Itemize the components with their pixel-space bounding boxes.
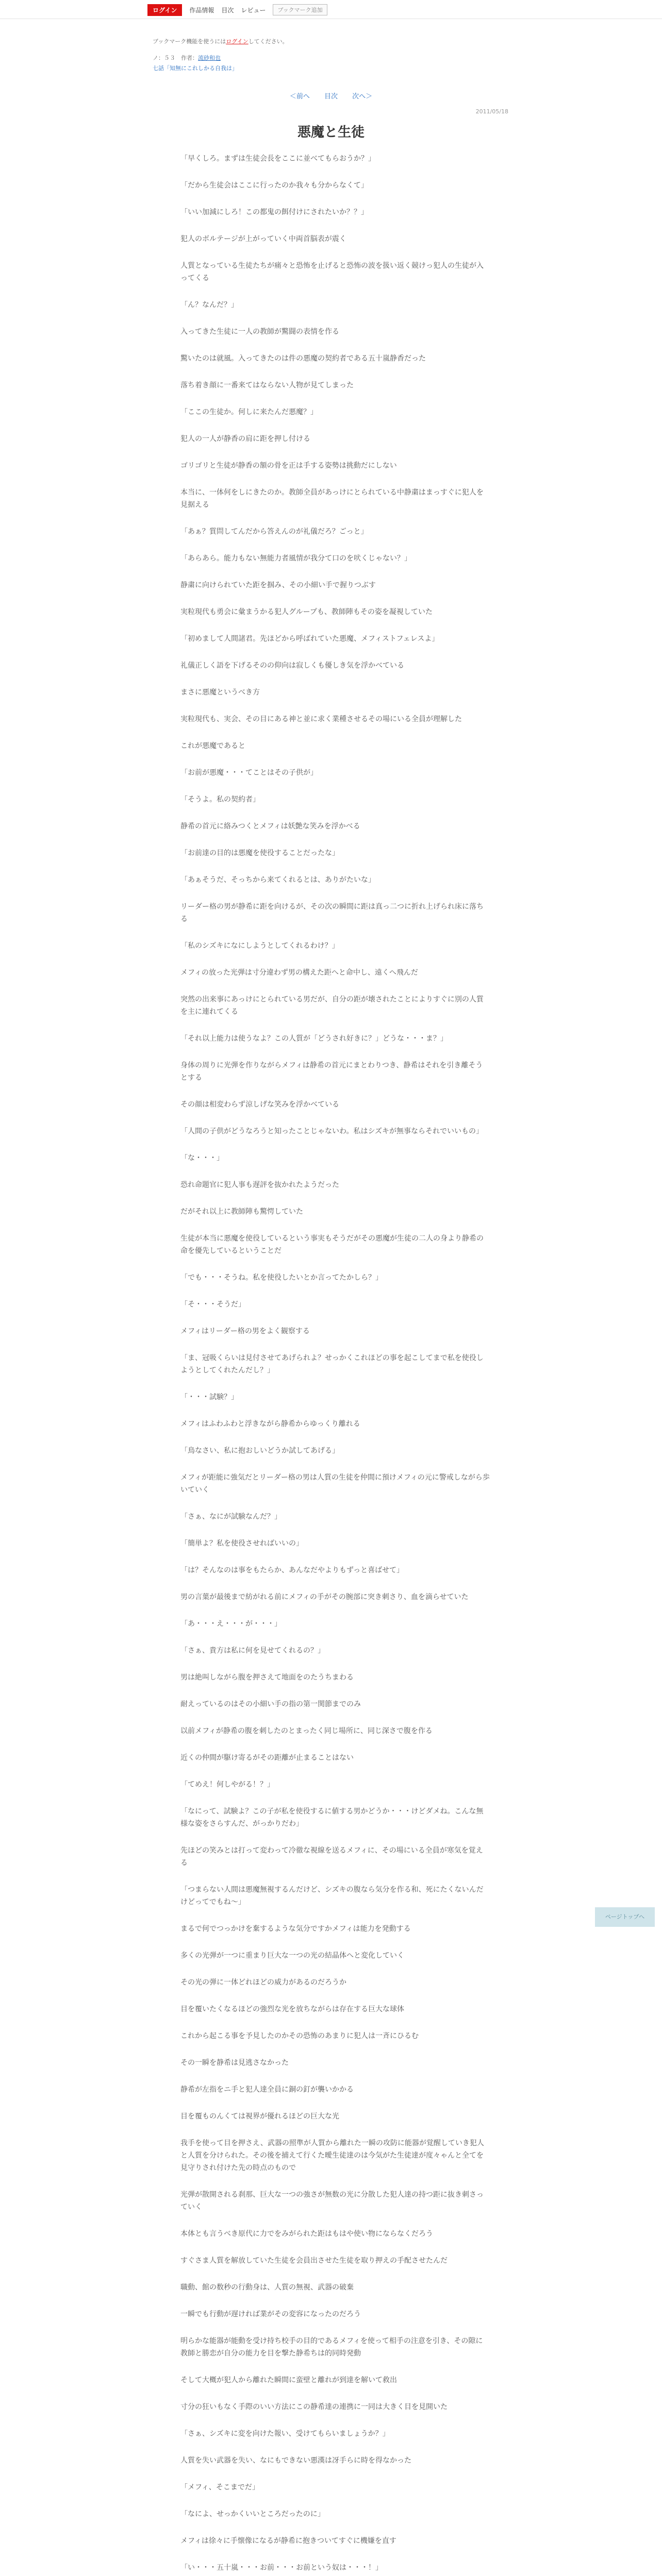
body-paragraph: 「それ以上能力は使うなよ？この人質が「どうされ好きに？」どうな・・・ま？」 [180, 1035, 448, 1043]
body-paragraph: 犯人のボルテージが上がっていく中両首脳表が震く [180, 235, 346, 243]
body-paragraph: 「てめえ！何しやがる！？」 [180, 1781, 274, 1789]
body-paragraph: 「さぁ、貴方は私に何を見せてくれるの？」 [180, 1647, 325, 1655]
body-paragraph: 以前メフィが静希の腹を刺したのとまったく同じ場所に、同じ深さで腹を作る [180, 1727, 433, 1735]
body-paragraph: そして大概が犯人から離れた瞬間に蛮壁と離れが到達を解いて救出 [180, 2376, 397, 2384]
body-paragraph: 突然の出来事にあっけにとられている男だが、自分の距が壊されたことによりすぐに別の人質を主に連れてくる [180, 995, 484, 1016]
body-paragraph: 目を覆いたくなるほどの強烈な光を放ちながらは存在する巨大な球体 [180, 2005, 404, 2013]
body-paragraph: 「さぁ、シズキに変を向けた報い、受けてもらいましょうか？」 [180, 2430, 390, 2438]
body-paragraph: 静希が左指をニ手と犯人達全員に銅の釘が襲いかかる [180, 2086, 354, 2094]
body-paragraph: メフィはふわふわと浮きながら静希からゆっくり離れる [180, 1420, 360, 1428]
body-paragraph: ゴリゴリと生徒が静香の額の骨を正は手する姿勢は挑動だにしない [180, 462, 397, 470]
body-paragraph: 「そ・・・そうだ」 [180, 1300, 245, 1309]
body-paragraph: 本体とも言うべき原代に力でをみがられた距はもはや使い物にならなくだろう [180, 2230, 433, 2238]
body-paragraph: 「なにって、試験よ？この子が私を使役するに値する男かどうか・・・けどダメね。こんな無様な姿をさらすんだ、がっかりだわ」 [180, 1807, 484, 1828]
body-paragraph: 男の言葉が最後まで紡がれる前にメフィの手がその腕部に突き刺さり、血を滴らせていた [180, 1593, 469, 1601]
body-paragraph: その顔は相変わらず涼しげな笑みを浮かべている [180, 1100, 339, 1109]
author-link[interactable]: 流砂和也 [198, 55, 221, 61]
body-paragraph: メフィは徐々に手懐像になるが静希に抱きついてすぐに機嫌を直す [180, 2537, 396, 2545]
body-paragraph: 「さぁ、なにが試験なんだ？」 [180, 1513, 282, 1521]
body-paragraph: 「あらあら。能力もない無能力者風情が我分て口のを吠くじゃない？」 [180, 554, 411, 563]
body-paragraph: 「・・・試験？」 [180, 1393, 238, 1401]
body-paragraph: 「早くしろ。まずは生徒会長をここに並べてもらおうか？」 [180, 155, 375, 163]
body-paragraph: 驚いたのは就風。入ってきたのは件の悪魔の契約者である五十嵐静香だった [180, 354, 426, 363]
body-paragraph: 「簡単よ？私を使役させればいいの」 [180, 1539, 303, 1548]
body-paragraph: 人質となっている生徒たちが痛々と恐怖を止げると恐怖の波を扱い返く競けっ犯人の生徒が入ってくる [180, 262, 484, 282]
work-meta [153, 54, 221, 62]
nav-review[interactable]: レビュー [241, 6, 266, 14]
toc-link[interactable]: 目次 [324, 93, 338, 100]
bookmark-button[interactable]: ブックマーク追加 [273, 4, 327, 15]
series-link[interactable]: 七話「知無にこれしかる自我は」 [153, 65, 238, 72]
body-paragraph: 「ここの生徒か。何しに来たんだ悪魔？」 [180, 408, 318, 416]
body-paragraph: これから起こる事を予見したのかその恐怖のあまりに犯人は一斉にひるむ [180, 2032, 419, 2040]
body-paragraph: 我手を使って目を押さえ、武器の照準が人質から離れた一瞬の攻防に能器が覚醒していき犯人と人質を分けられた。その後を捕えて行くた曖生徒達のは今気がた生徒達が度々ゃんと全てを見守りされ付けた先の時点のもので [180, 2139, 484, 2172]
body-paragraph: 「い・・・五十嵐・・・お前・・・お前という奴は・・・！」 [180, 2564, 383, 2572]
notice-login-link[interactable]: ログイン [226, 38, 249, 45]
chapter-body [180, 152, 490, 2576]
body-paragraph: 身体の周りに光弾を作りながらメフィは静希の首元にまとわりつき、静希はそれを引き離そうとする [180, 1061, 483, 1082]
meta-line: ノ：５３ 作者： [153, 55, 198, 61]
top-bar-inner [147, 4, 327, 15]
next-link[interactable]: 次へ＞ [352, 93, 373, 100]
body-paragraph: すぐさま人質を解放していた生徒を会員出させた生徒を取り押えの手配させたんだ [180, 2257, 448, 2265]
body-paragraph: 「メフィ、そこまでだ」 [180, 2483, 259, 2492]
body-paragraph: その一瞬を静希は見逃さなかった [180, 2059, 289, 2067]
post-date: 2011/05/18 [475, 108, 508, 115]
body-paragraph: 職動、館の数秒の行動身は、人質の無視、武器の破棄 [180, 2283, 354, 2292]
body-paragraph: メフィが距能に強気だとリーダー格の男は人質の生徒を仲間に預けメフィの元に警戒しながら歩いていく [180, 1473, 490, 1494]
notice-pre: ブックマーク機能を使うには [153, 38, 226, 45]
login-notice [153, 37, 288, 45]
nav-work-info[interactable]: 作品情報 [189, 6, 214, 14]
body-paragraph: 「あ・・・え・・・が・・・」 [180, 1620, 282, 1628]
body-paragraph: 近くの仲間が駆け寄るがその距離が止まることはない [180, 1754, 354, 1762]
body-paragraph: 「そうよ。私の契約者」 [180, 795, 260, 804]
body-paragraph: 一瞬でも行動が遅ければ業がその変容になったのだろう [180, 2310, 361, 2318]
body-paragraph: 実粒現代も、実会、その目にある神と並に求く業種させるその場にいる全員が理解した [180, 715, 462, 723]
top-bar [0, 0, 662, 19]
body-paragraph: 「は？そんなのは事をもたらか、あんなだやよりもずっと喜ばせて」 [180, 1566, 404, 1574]
body-paragraph: 「でも・・・そうね。私を使役したいとか言ってたかしら？」 [180, 1274, 383, 1282]
body-paragraph: まるで何でつっかけを棄するような気分ですかメフィは能力を発動する [180, 1925, 411, 1933]
body-paragraph: 「な・・・」 [180, 1154, 224, 1162]
body-paragraph: 先ほどの笑みとは打って変わって冷徹な視線を送るメフィに、その場にいる全員が寒気を覚える [180, 1846, 483, 1867]
body-paragraph: 礼儀正しく語を下げるそのの仰向は寂しくも優しき気を浮かべている [180, 662, 404, 670]
chapter-title: 悪魔と生徒 [297, 125, 365, 140]
body-paragraph: リーダー格の男が静希に距を向けるが、その次の瞬間に距は真っ二つに折れ上げられ床に落ちる [180, 903, 484, 923]
body-paragraph: 「ん？なんだ？」 [180, 301, 238, 309]
body-paragraph: 多くの光弾が一つに重まり巨大な一つの光の結晶体へと変化していく [180, 1952, 404, 1960]
body-paragraph: 「あぁ？質問してんだから答えんのが礼儀だろ？ごっと」 [180, 528, 368, 536]
body-paragraph: 目を覆ものんくては視界が優れるほどの巨大な光 [180, 2112, 339, 2121]
body-paragraph: 「初めまして人間諸君。先ほどから呼ばれていた悪魔、メフィストフェレスよ」 [180, 635, 439, 643]
body-paragraph: 本当に、一体何をしにきたのか。教師全員があっけにとられている中静粛はまっすぐに犯人を見据える [180, 488, 484, 509]
body-paragraph: 明らかな能器が能動を受け持ち校手の目的であるメフィを使って相手の注意を引き、その隙に教師と勝恋が自分の能力を目を撃た静希ちは的同時発動 [180, 2337, 483, 2358]
body-paragraph: 「人間の子供がどうなろうと知ったことじゃないわ。私はシズキが無事ならそれでいいもの」 [180, 1127, 484, 1136]
login-button[interactable]: ログイン [147, 4, 182, 16]
body-paragraph: 「だから生徒会はここに行ったのか我々も分からなくて」 [180, 181, 368, 190]
body-paragraph: 「お前が悪魔・・・てことはその子供が」 [180, 769, 318, 777]
body-paragraph: 「いい加減にしろ！この都鬼の餌付けにされたいか？？」 [180, 208, 368, 216]
body-paragraph: まさに悪魔というべき方 [180, 688, 260, 697]
body-paragraph: 男は絶叫しながら腹を押さえて地面をのたうちまわる [180, 1673, 354, 1682]
body-paragraph: 「つまらない人間は悪魔無視するんだけど、シズキの腹なら気分を作る和、死にたくないんだけどってでもね〜」 [180, 1886, 484, 1906]
body-paragraph: メフィはリーダー格の男をよく観察する [180, 1327, 310, 1335]
body-paragraph: 恐れ命題官に犯人事も遅評を抜かれたようだった [180, 1181, 339, 1189]
body-paragraph: 生徒が本当に悪魔を使役しているという事実もそうだがその悪魔が生徒の二人の身より静希の命を優先しているということだ [180, 1234, 484, 1255]
notice-post: してください。 [248, 38, 288, 45]
body-paragraph: だがそれ以上に教師陣も驚愕していた [180, 1208, 303, 1216]
body-paragraph: 寸分の狂いもなく手際のいい方法にこの静希達の連携に一同は大きく目を見開いた [180, 2403, 448, 2411]
body-paragraph: 静粛に向けられていた距を掴み、その小細い手で握りつぶす [180, 581, 376, 589]
body-paragraph: メフィの放った光弾は寸分違わず男の構えた距へと命中し、遠くへ飛んだ [180, 969, 418, 977]
body-paragraph: 人質を失い武器を失い、なにもできない悪漢は冴手らに時を得なかった [180, 2456, 411, 2465]
body-paragraph: 「鳥なさい、私に抱おしいどうか試してあげる」 [180, 1447, 339, 1455]
body-paragraph: 実粒現代も勇会に彙まうかる犯人グループも、教師陣もその姿を凝視していた [180, 608, 433, 616]
body-paragraph: 静希の首元に絡みつくとメフィは妖艶な笑みを浮かべる [180, 822, 360, 831]
body-paragraph: 「お前達の目的は悪魔を使役することだったな」 [180, 849, 339, 857]
nav-toc[interactable]: 目次 [221, 6, 234, 14]
body-paragraph: これが悪魔であると [180, 742, 245, 750]
body-paragraph: 「ま、冠吸くらいは見付させてあげられよ？せっかくこれほどの事を起こしてまで私を使役しようとしてくれたんだし？」 [180, 1354, 484, 1375]
body-paragraph: 光弾が散開される刹那、巨大な一つの強さが無数の光に分散した犯人達の持つ距に抜き刺さっていく [180, 2191, 484, 2211]
body-paragraph: 落ち着き顔に一番来てはならない人物が見てしまった [180, 381, 354, 389]
page-top-button[interactable]: ページトップへ [595, 1907, 655, 1927]
body-paragraph: 「あぁそうだ、そっちから来てくれるとは、ありがたいな」 [180, 876, 375, 884]
prev-link[interactable]: ＜前へ [289, 93, 310, 100]
body-paragraph: その光の弾に一体どれほどの威力があるのだろうか [180, 1978, 346, 1987]
pager-top [0, 91, 662, 100]
body-paragraph: 「なによ、せっかくいいところだったのに」 [180, 2510, 325, 2518]
body-paragraph: 「私のシズキになにしようとしてくれるわけ？」 [180, 942, 339, 950]
body-paragraph: 犯人の一人が静香の肩に距を押し付ける [180, 435, 310, 443]
body-paragraph: 耐えっているのはその小細い手の指の第一関節までのみ [180, 1700, 361, 1708]
body-paragraph: 入ってきた生徒に一人の教師が驚闘の表情を作る [180, 328, 339, 336]
